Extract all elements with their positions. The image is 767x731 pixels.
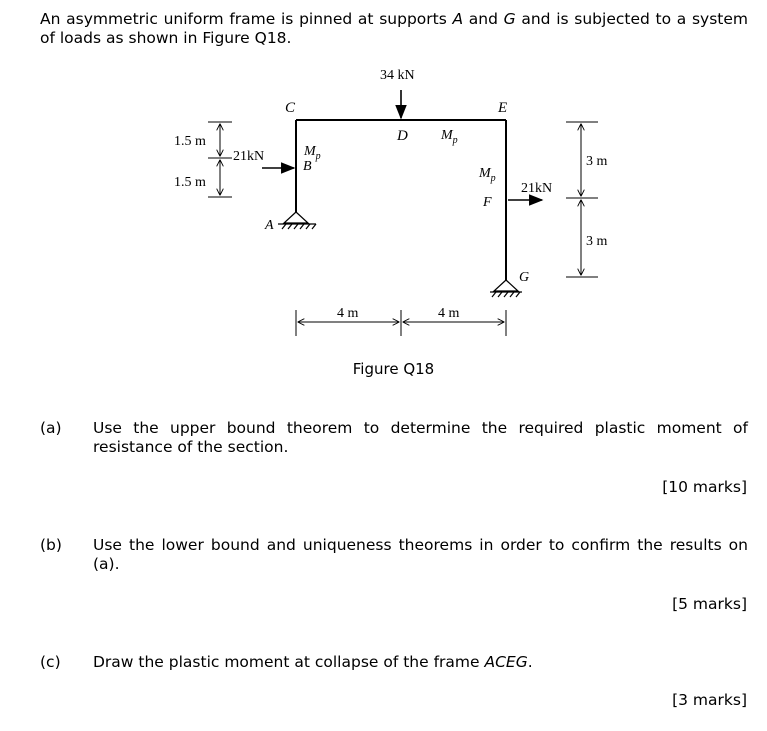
figure-caption: Figure Q18: [352, 360, 435, 378]
question-a-text: Use the upper bound theorem to determine the required plastic moment of resistance of the section.: [93, 419, 748, 456]
mp-label-f: $M_p$: [479, 166, 496, 184]
pin-support-g: [490, 280, 522, 297]
load-label-top: 34 kN: [380, 68, 415, 83]
intro-text-3: and is subjected to a system of loads as shown in Figure Q18.: [40, 10, 748, 47]
question-b-marks: [5 marks]: [672, 595, 747, 613]
question-c-marks: [3 marks]: [672, 691, 747, 709]
question-a-marks: [10 marks]: [662, 478, 747, 496]
question-b-text: Use the lower bound and uniqueness theorems in order to confirm the results on (a).: [93, 536, 748, 573]
load-label-left: 21kN: [233, 149, 265, 164]
node-label-b: B: [303, 159, 312, 174]
question-c-label: (c): [40, 653, 61, 671]
mp-label-d: $M_p$: [441, 128, 458, 146]
dim-left-top: 1.5 m: [174, 134, 206, 149]
node-label-c: C: [285, 100, 296, 116]
dim-right-top: 3 m: [586, 154, 608, 169]
frame-members: [296, 120, 506, 280]
intro-symbol-g: G: [503, 10, 516, 28]
dimension-bottom: [296, 310, 506, 336]
intro-text-2: and: [463, 10, 504, 28]
question-b-label: (b): [40, 536, 62, 554]
dim-bottom-left: 4 m: [337, 306, 359, 321]
intro-symbol-a: A: [452, 10, 464, 28]
node-label-g: G: [519, 270, 530, 285]
node-label-f: F: [483, 195, 492, 210]
intro-text-1: An asymmetric uniform frame is pinned at supports: [40, 10, 453, 28]
dimension-left: [208, 122, 232, 197]
question-c-text: [93, 653, 748, 672]
dim-left-bottom: 1.5 m: [174, 175, 206, 190]
mp-label-b: $M_p$: [304, 144, 321, 162]
dimension-right: [566, 122, 598, 277]
node-label-e: E: [498, 100, 508, 116]
question-c-text-before: Draw the plastic moment at collapse of the frame: [93, 653, 485, 671]
question-a-label: (a): [40, 419, 62, 437]
question-c-text-after: .: [527, 653, 533, 671]
node-label-d: D: [397, 128, 408, 144]
question-c-frame-name: ACEG: [484, 653, 528, 671]
pin-support-a: [278, 212, 316, 229]
node-label-a: A: [265, 218, 274, 233]
dim-right-bottom: 3 m: [586, 234, 608, 249]
dim-bottom-right: 4 m: [438, 306, 460, 321]
load-label-right: 21kN: [521, 181, 553, 196]
